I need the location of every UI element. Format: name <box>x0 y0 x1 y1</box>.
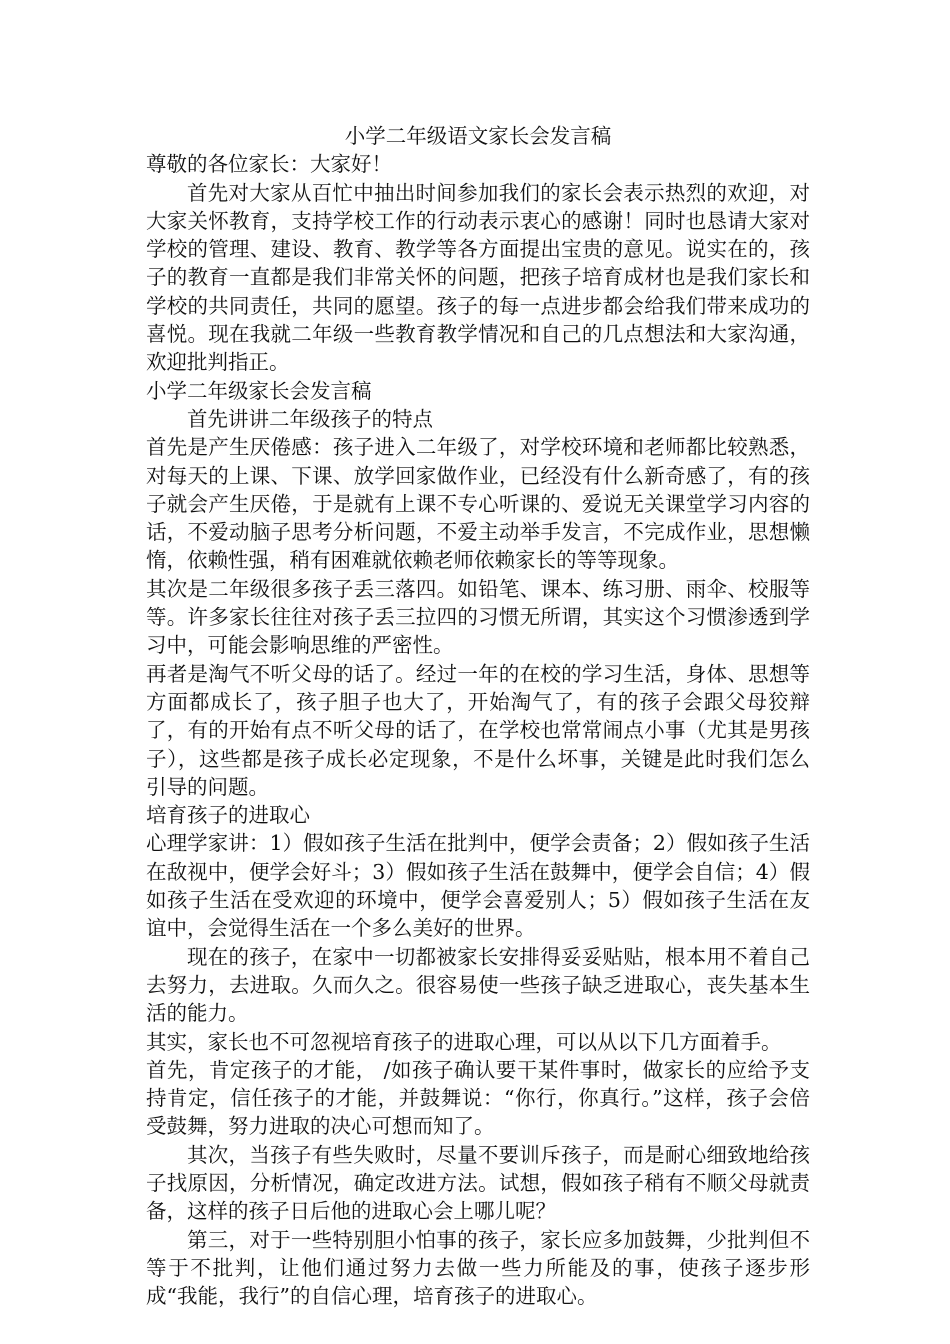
paragraph: 其次，当孩子有些失败时，尽量不要训斥孩子，而是耐心细致地给孩子找原因，分析情况，确定改进方法。试想，假如孩子稍有不顺父母就责备，这样的孩子日后他的进取心会上哪儿呢？ <box>146 1142 810 1224</box>
paragraph: 首先对大家从百忙中抽出时间参加我们的家长会表示热烈的欢迎，对大家关怀教育，支持学校工作的行动表示衷心的感谢！同时也恳请大家对学校的管理、建设、教育、教学等各方面提出宝贵的意见。说实在的，孩子的教育一直都是我们非常关怀的问题，把孩子培育成材也是我们家长和学校的共同责任，共同的愿望。孩子的每一点进步都会给我们带来成功的喜悦。现在我就二年级一些教育教学情况和自己的几点想法和大家沟通，欢迎批判指正。 <box>146 180 810 375</box>
paragraph: 小学二年级家长会发言稿 <box>146 378 372 403</box>
paragraph: 其次是二年级很多孩子丢三落四。如铅笔、课本、练习册、雨伞、校服等等。许多家长往往对孩子丢三拉四的习惯无所谓，其实这个习惯渗透到学习中，可能会影响思维的严密性。 <box>146 576 810 658</box>
paragraph: 首先，肯定孩子的才能， /如孩子确认要干某件事时，做家长的应给予支持肯定，信任孩子的才能，并鼓舞说：“你行，你真行。”这样，孩子会倍受鼓舞，努力进取的决心可想而知了。 <box>146 1057 810 1139</box>
paragraph: 尊敬的各位家长：大家好！ <box>146 152 392 177</box>
paragraph: 心理学家讲：1）假如孩子生活在批判中，便学会责备；2）假如孩子生活在敌视中，便学会好斗；3）假如孩子生活在鼓舞中，便学会自信；4）假如孩子生活在受欢迎的环境中，便学会喜爱别人；5）假如孩子生活在友谊中，会觉得生活在一个多么美好的世界。 <box>146 831 810 941</box>
paragraph: 首先讲讲二年级孩子的特点 <box>187 406 433 431</box>
paragraph: 现在的孩子，在家中一切都被家长安排得妥妥贴贴，根本用不着自己去努力，去进取。久而久之。很容易使一些孩子缺乏进取心，丧失基本生活的能力。 <box>146 944 810 1026</box>
document-body <box>146 122 810 1310</box>
paragraph: 其实，家长也不可忽视培育孩子的进取心理，可以从以下几方面着手。 <box>146 1029 782 1054</box>
paragraph: 再者是淘气不听父母的话了。经过一年的在校的学习生活，身体、思想等方面都成长了，孩子胆子也大了，开始淘气了，有的孩子会跟父母狡辩了，有的开始有点不听父母的话了，在学校也常常闹点小事（尤其是男孩子），这些都是孩子成长必定现象，不是什么坏事，关键是此时我们怎么引导的问题。 <box>146 661 810 799</box>
document-title: 小学二年级语文家长会发言稿 <box>344 124 612 148</box>
paragraph: 培育孩子的进取心 <box>146 803 310 828</box>
paragraph-list <box>146 150 810 1310</box>
paragraph: 第三，对于一些特别胆小怕事的孩子，家长应多加鼓舞，少批判但不等于不批判，让他们通过努力去做一些力所能及的事，使孩子逐步形成“我能，我行”的自信心理，培育孩子的进取心。 <box>146 1227 810 1309</box>
paragraph: 首先是产生厌倦感：孩子进入二年级了，对学校环境和老师都比较熟悉，对每天的上课、下课、放学回家做作业，已经没有什么新奇感了，有的孩子就会产生厌倦，于是就有上课不专心听课的、爱说无关课堂学习内容的话，不爱动脑子思考分析问题，不爱主动举手发言，不完成作业，思想懒惰，依赖性强，稍有困难就依赖老师依赖家长的等等现象。 <box>146 435 810 573</box>
